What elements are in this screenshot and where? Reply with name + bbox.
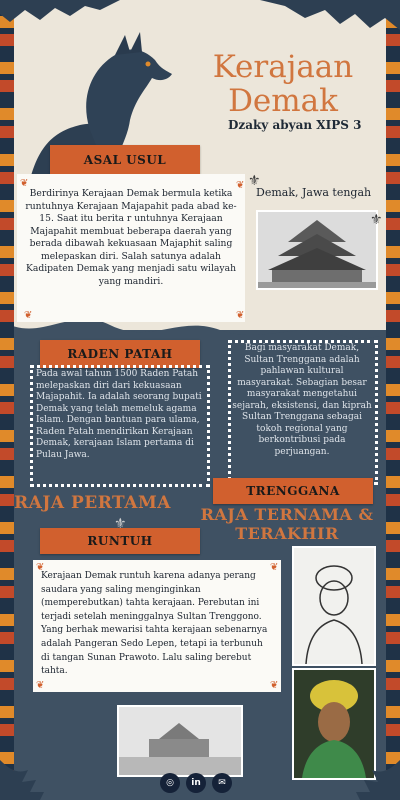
mail-icon[interactable]: ✉ xyxy=(212,773,232,793)
card-corner-mark-icon: ❦ xyxy=(270,680,279,691)
title-line-2: Demak xyxy=(228,83,338,119)
card-corner-mark-icon: ❦ xyxy=(236,310,245,321)
town-sketch-icon xyxy=(119,707,241,775)
raja-ternama-line-1: RAJA TERNAMA & xyxy=(200,505,374,524)
runtuh-heading: RUNTUH xyxy=(40,528,200,554)
mosque-image-icon xyxy=(258,212,376,288)
raden-patah-text: Pada awal tahun 1500 Raden Patah melepaskan diri dari kekuasaan Majapahit. Ia adalah seorang bupati Demak yang telah memeluk agama Islam. Dengan bantuan para ulama, Raden Patah mendirikan Kerajaan Demak, kerajaan Islam pertama di Pulau Jawa. xyxy=(36,369,202,460)
asal-usul-heading: ASAL USUL xyxy=(50,145,200,175)
runtuh-text: Kerajaan Demak runtuh karena adanya perang saudara yang saling menginginkan (memperebutkan) tahta kerajaan. Perebutan ini terjadi setelah meninggalnya Sultan Trenggono. Yang berhak mewarisi tahta kerajaan sebenarnya adalah Pangeran Sedo Lepen, tetapi ia terbunuh di tangan Sunan Prawoto. Lalu saling berebut tahta. xyxy=(41,571,268,677)
asal-usul-card xyxy=(17,174,245,322)
trenggana-text: Bagi masyarakat Demak, Sultan Trenggana adalah pahlawan kultural masyarakat. Sebagian besar masyarakat mengetahui sejarah, eksistensi, dan kiprah Sultan Trenggana sebagai tokoh regional yang berkontribusi pada perjuangan. xyxy=(232,343,372,457)
right-border-decoration xyxy=(386,0,400,800)
raja-ternama-line-2: TERAKHIR xyxy=(235,524,339,543)
page-title xyxy=(198,50,368,118)
claw-right-icon xyxy=(340,740,400,800)
card-corner-mark-icon: ❦ xyxy=(270,562,279,573)
mosque-photo xyxy=(256,210,378,290)
fleur-ornament-icon: ⚜ xyxy=(370,212,383,228)
fleur-ornament-icon: ⚜ xyxy=(248,173,261,189)
raden-patah-portrait xyxy=(292,546,376,666)
portrait-sketch-icon xyxy=(294,548,374,664)
trenggana-heading: TRENGGANA xyxy=(213,478,373,504)
asal-usul-text: Berdirinya Kerajaan Demak bermula ketika runtuhnya Kerajaan Majapahit pada abad ke-15. Saat itu berita r untuhnya Kerajaan Majapahit membuat beberapa daerah yang berada dibawah kekuasaan Majaphit saling melepaskan diri. Salah satunya adalah Kadipaten Demak yang menjadi satu wilayah yang mandiri. xyxy=(25,188,237,287)
instagram-icon[interactable]: ◎ xyxy=(160,773,180,793)
card-corner-mark-icon: ❦ xyxy=(24,310,33,321)
social-links xyxy=(160,773,232,793)
raden-patah-heading: RADEN PATAH xyxy=(40,340,200,368)
claw-left-icon xyxy=(0,740,60,800)
title-line-1: Kerajaan xyxy=(212,49,354,85)
raja-pertama-label: RAJA PERTAMA xyxy=(14,493,171,513)
raja-ternama-label xyxy=(192,505,382,543)
location-caption: Demak, Jawa tengah xyxy=(256,186,372,199)
historical-town-photo xyxy=(117,705,243,777)
linkedin-icon[interactable]: in xyxy=(186,773,206,793)
author-name: Dzaky abyan XIPS 3 xyxy=(228,118,362,132)
runtuh-card xyxy=(33,560,281,692)
card-corner-mark-icon: ❦ xyxy=(36,680,45,691)
bat-wing-right-icon xyxy=(260,0,400,40)
fleur-ornament-icon: ⚜ xyxy=(114,516,127,532)
card-corner-mark-icon: ❦ xyxy=(36,562,45,573)
card-corner-mark-icon: ❦ xyxy=(236,180,245,191)
card-corner-mark-icon: ❦ xyxy=(20,178,29,189)
left-border-decoration xyxy=(0,0,14,800)
